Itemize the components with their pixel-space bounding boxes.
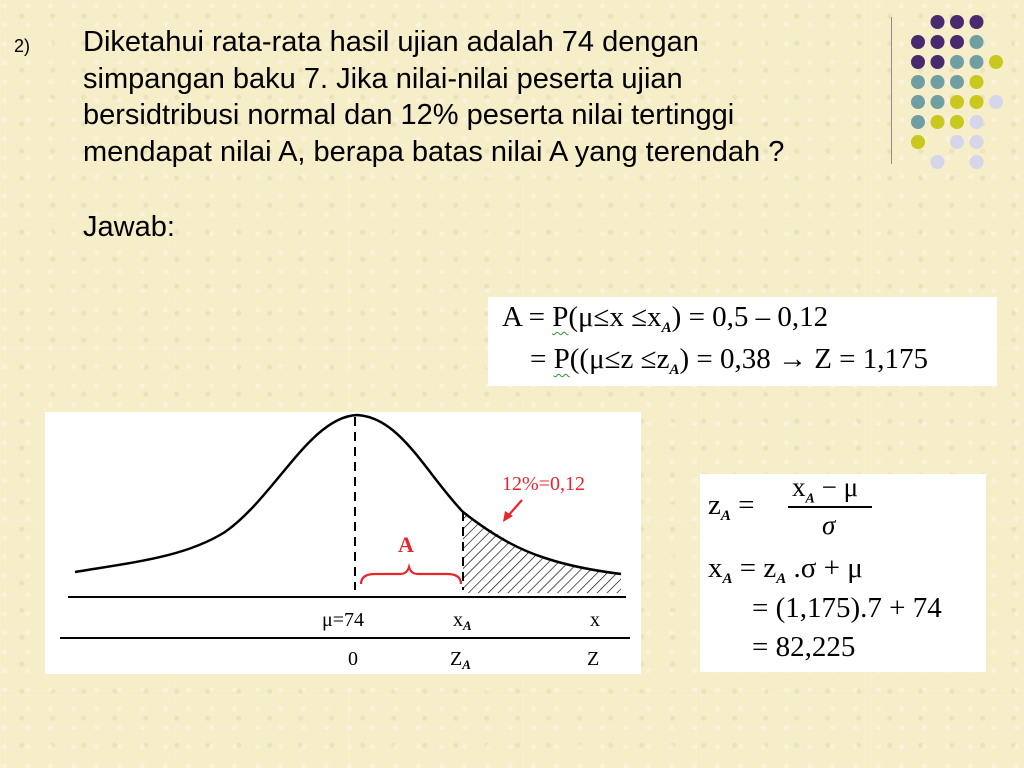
z-axis-label: Z	[587, 648, 600, 670]
equation-line-1: $A = P(\mu\le x \le x_A) = 0,5 - 0,12$	[502, 301, 829, 336]
question-line: bersidtribusi normal dan 12% peserta nilai tertinggi	[83, 99, 735, 131]
question-line: simpangan baku 7. Jika nilai-nilai peserta ujian	[83, 62, 683, 95]
probability-equation-panel	[488, 297, 997, 386]
region-a-brace	[361, 567, 461, 584]
normal-curve-svg	[45, 412, 641, 674]
x-axis-label: x	[590, 609, 600, 631]
shaded-area-label: 12%=0,12	[502, 473, 585, 495]
answer-label: Jawab:	[83, 211, 175, 243]
calculation-step-2: = 82,225	[752, 631, 856, 663]
arrow-icon: →	[777, 343, 807, 375]
za-definition: $z_A$ =	[708, 489, 755, 524]
xa-formula: $x_A = z_A$ .σ + μ	[708, 552, 863, 587]
calculation-panel	[700, 474, 986, 672]
question-number: 2)	[14, 36, 31, 56]
shaded-tail-region	[463, 512, 621, 593]
fraction-bar	[788, 506, 872, 508]
question-line: Diketahui rata-rata hasil ujian adalah 74 dengan	[83, 26, 699, 58]
question-text	[83, 24, 988, 170]
decorative-dot	[989, 55, 1003, 69]
fraction-numerator: $x_A - \mu$	[792, 472, 859, 507]
za-axis-label: $Z_A$	[450, 648, 471, 672]
zero-label: 0	[348, 648, 358, 670]
region-a-label: A	[398, 532, 414, 557]
decorative-dot	[989, 95, 1003, 109]
question-line: mendapat nilai A, berapa batas nilai A yang terendah ?	[83, 135, 785, 168]
normal-curve-graph	[45, 412, 641, 674]
fraction-denominator: σ	[822, 510, 836, 540]
xa-axis-label: $x_A$	[453, 609, 472, 633]
calculation-step-1: = (1,175).7 + 74	[752, 592, 942, 624]
equation-line-2: = $P((\mu\le z \le z_A) = 0,38 \to Z = 1,175$	[530, 343, 929, 378]
mean-label: μ=74	[322, 609, 365, 631]
